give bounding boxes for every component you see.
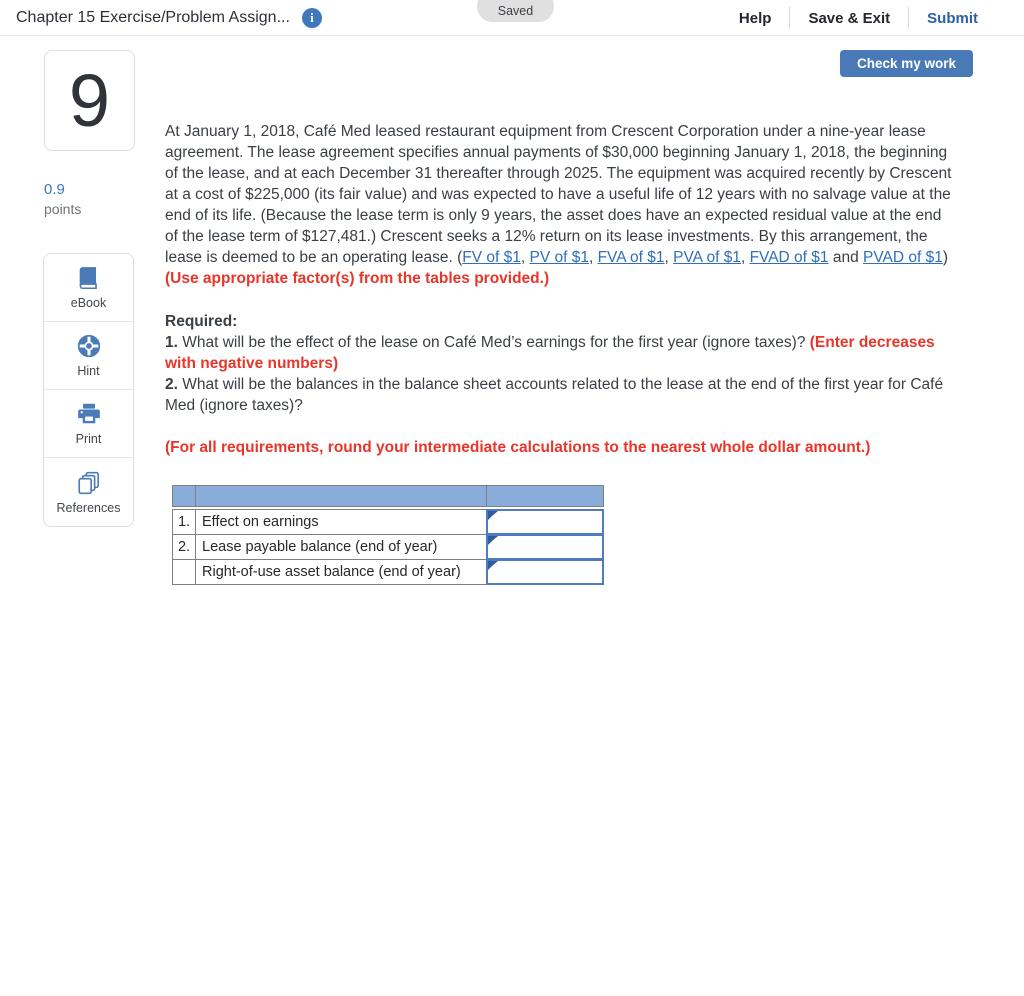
required-heading: Required: bbox=[165, 313, 238, 330]
required-item bbox=[165, 374, 955, 416]
input-corner-marker bbox=[488, 561, 498, 570]
answer-input[interactable] bbox=[488, 536, 602, 558]
help-button[interactable]: Help bbox=[721, 10, 790, 27]
row-number: 1. bbox=[173, 510, 196, 535]
print-button[interactable] bbox=[44, 390, 133, 458]
body-text: and bbox=[828, 249, 864, 266]
ebook-icon bbox=[76, 265, 102, 291]
body-text: , bbox=[588, 249, 598, 266]
answer-table-body bbox=[172, 509, 604, 585]
assignment-title: Chapter 15 Exercise/Problem Assign... bbox=[16, 9, 290, 26]
body-text: What will be the balances in the balance sheet accounts related to the lease at the end of the first year for Café Med (ignore taxes)? bbox=[165, 376, 944, 414]
input-corner-marker bbox=[488, 536, 498, 545]
answer-table bbox=[172, 485, 955, 585]
body-text: , bbox=[520, 249, 530, 266]
required-item bbox=[165, 332, 955, 374]
row-number bbox=[173, 560, 196, 585]
answer-input-box bbox=[486, 509, 604, 535]
saved-badge bbox=[477, 0, 554, 22]
answer-input-box bbox=[486, 534, 604, 560]
problem-area bbox=[165, 121, 955, 585]
red-instruction-text: (Enter decreases with negative numbers) bbox=[165, 334, 935, 372]
answer-input[interactable] bbox=[488, 561, 602, 583]
hint-button[interactable] bbox=[44, 322, 133, 390]
tool-label: eBook bbox=[70, 296, 107, 310]
answer-input[interactable] bbox=[488, 511, 602, 533]
red-instruction-text: (Use appropriate factor(s) from the tables provided.) bbox=[165, 270, 550, 287]
body-text: , bbox=[664, 249, 674, 266]
row-label: Effect on earnings bbox=[196, 510, 487, 535]
tool-label: Print bbox=[75, 432, 102, 446]
print-icon bbox=[76, 401, 102, 427]
row-label: Right-of-use asset balance (end of year) bbox=[196, 560, 487, 585]
table-row bbox=[173, 535, 604, 560]
body-text: At January 1, 2018, Café Med leased restaurant equipment from Crescent Corporation under a nine-year lease agreement. The lease agreement specifies annual payments of $30,000 beginning January 1, 2018, the beginning of the lease, and at each December 31 thereafter through 2025. The equipment was acquired recently by Crescent at a cost of $225,000 (its fair value) and was expected to have a useful life of 12 years with no salvage value at the end of its life. (Because the lease term is only 9 years, the asset does have an expected residual value at the end of the lease term of $127,481.) Crescent seeks a 12% return on its lease investments. By this arrangement, the lease is deemed to be an operating lease. ( bbox=[165, 123, 952, 266]
top-bar bbox=[0, 0, 1024, 36]
header-cell bbox=[173, 486, 196, 507]
table-row bbox=[173, 510, 604, 535]
submit-button[interactable]: Submit bbox=[909, 10, 978, 27]
save-exit-button[interactable]: Save & Exit bbox=[790, 10, 908, 27]
factor-table-link[interactable]: FVA of $1 bbox=[597, 249, 665, 266]
references-icon bbox=[76, 470, 102, 496]
table-row bbox=[173, 560, 604, 585]
row-number: 2. bbox=[173, 535, 196, 560]
header-cell bbox=[487, 486, 604, 507]
body-text: , bbox=[740, 249, 750, 266]
body-text: ) bbox=[942, 249, 949, 266]
tools-panel bbox=[43, 253, 134, 527]
question-number-card bbox=[44, 50, 135, 151]
item-number: 1. bbox=[165, 334, 178, 351]
body-text: What will be the effect of the lease on Café Med’s earnings for the first year (ignore taxes)? bbox=[177, 334, 810, 351]
required-items bbox=[165, 332, 955, 416]
saved-label: Saved bbox=[497, 4, 534, 18]
answer-input-box bbox=[486, 559, 604, 585]
points-value: 0.9 bbox=[44, 181, 65, 198]
factor-table-link[interactable]: FV of $1 bbox=[462, 249, 521, 266]
points-block bbox=[44, 181, 81, 217]
tool-label: Hint bbox=[77, 364, 100, 378]
factor-table-link[interactable]: PVA of $1 bbox=[673, 249, 741, 266]
question-number: 9 bbox=[68, 58, 111, 142]
factor-table-link[interactable]: FVAD of $1 bbox=[749, 249, 829, 266]
item-number: 2. bbox=[165, 376, 178, 393]
topbar-actions bbox=[721, 0, 978, 36]
rounding-note: (For all requirements, round your intermediate calculations to the nearest whole dollar amount.) bbox=[165, 439, 871, 456]
answer-cell bbox=[487, 560, 604, 585]
header-cell bbox=[196, 486, 487, 507]
factor-table-link[interactable]: PVAD of $1 bbox=[863, 249, 943, 266]
factor-table-link[interactable]: PV of $1 bbox=[529, 249, 589, 266]
row-label: Lease payable balance (end of year) bbox=[196, 535, 487, 560]
problem-paragraph bbox=[165, 121, 955, 289]
ebook-button[interactable] bbox=[44, 254, 133, 322]
info-icon[interactable]: i bbox=[302, 8, 322, 28]
answer-table-header bbox=[172, 485, 604, 507]
answer-cell bbox=[487, 535, 604, 560]
hint-icon bbox=[76, 333, 102, 359]
input-corner-marker bbox=[488, 511, 498, 520]
answer-cell bbox=[487, 510, 604, 535]
check-my-work-button[interactable]: Check my work bbox=[840, 50, 973, 77]
references-button[interactable] bbox=[44, 458, 133, 526]
tool-label: References bbox=[56, 500, 121, 515]
points-label: points bbox=[44, 201, 82, 217]
